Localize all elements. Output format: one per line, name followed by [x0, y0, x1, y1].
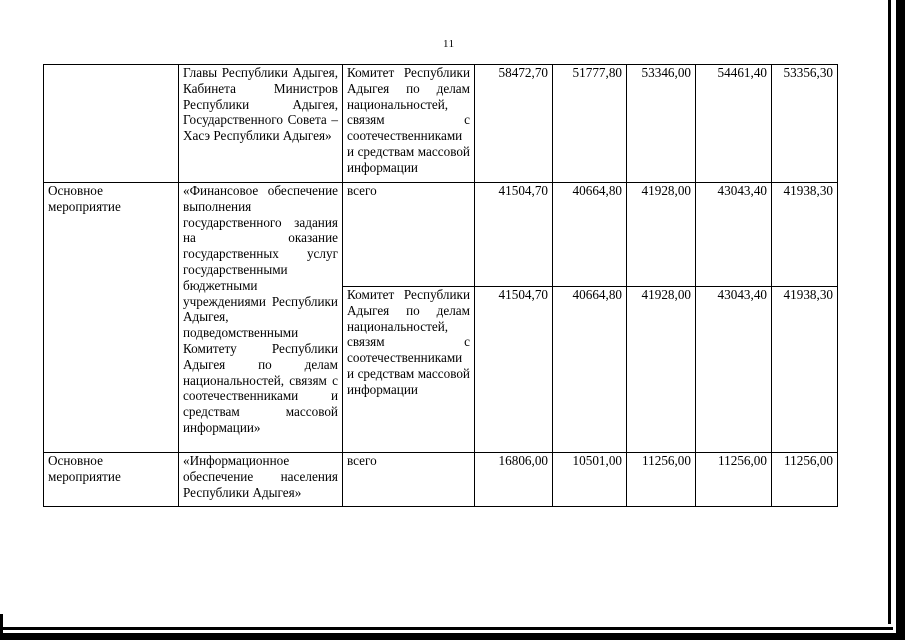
executor-cell: Комитет Республики Адыгея по делам национальностей, связям с соотечественниками и средствам массовой информации: [343, 65, 475, 183]
value-cell: 51777,80: [553, 65, 627, 183]
value-cell: 16806,00: [475, 453, 553, 507]
scan-border-left: [0, 614, 3, 640]
value-cell: 10501,00: [553, 453, 627, 507]
event-type-cell: Основное мероприятие: [44, 453, 179, 507]
value-cell: 58472,70: [475, 65, 553, 183]
value-cell: 43043,40: [696, 287, 772, 453]
value-cell: 11256,00: [696, 453, 772, 507]
value-cell: 41504,70: [475, 287, 553, 453]
value-cell: 41928,00: [627, 287, 696, 453]
scan-border-bottom: [0, 633, 905, 640]
page-number: 11: [443, 38, 455, 50]
budget-table: [43, 64, 838, 507]
event-type-cell: [44, 65, 179, 183]
value-cell: 11256,00: [627, 453, 696, 507]
scan-border-right-inner: [888, 0, 891, 624]
table-row: [44, 453, 838, 507]
value-cell: 54461,40: [696, 65, 772, 183]
value-cell: 41938,30: [772, 287, 838, 453]
value-cell: 11256,00: [772, 453, 838, 507]
value-cell: 53356,30: [772, 65, 838, 183]
event-type-cell: Основное мероприятие: [44, 183, 179, 453]
scan-border-bottom-inner: [0, 627, 893, 630]
event-name-cell: «Финансовое обеспечение выполнения государственного задания на оказание государственных услуг государственными бюджетными учреждениями Республики Адыгея, подведомственными Комитету Республики Адыгея по делам национальностей, связям с соотечественниками и средствам массовой информации»: [179, 183, 343, 453]
value-cell: 41938,30: [772, 183, 838, 287]
value-cell: 53346,00: [627, 65, 696, 183]
event-name-cell: Главы Республики Адыгея, Кабинета Министров Республики Адыгея, Государственного Совета – Хасэ Республики Адыгея»: [179, 65, 343, 183]
value-cell: 40664,80: [553, 183, 627, 287]
executor-cell: всего: [343, 183, 475, 287]
executor-cell: всего: [343, 453, 475, 507]
value-cell: 41504,70: [475, 183, 553, 287]
executor-cell: Комитет Республики Адыгея по делам национальностей, связям с соотечественниками и средствам массовой информации: [343, 287, 475, 453]
table-row: [44, 183, 838, 287]
value-cell: 40664,80: [553, 287, 627, 453]
scan-border-right: [896, 0, 905, 640]
table-row: [44, 65, 838, 183]
event-name-cell: «Информационное обеспечение населения Республики Адыгея»: [179, 453, 343, 507]
value-cell: 41928,00: [627, 183, 696, 287]
value-cell: 43043,40: [696, 183, 772, 287]
